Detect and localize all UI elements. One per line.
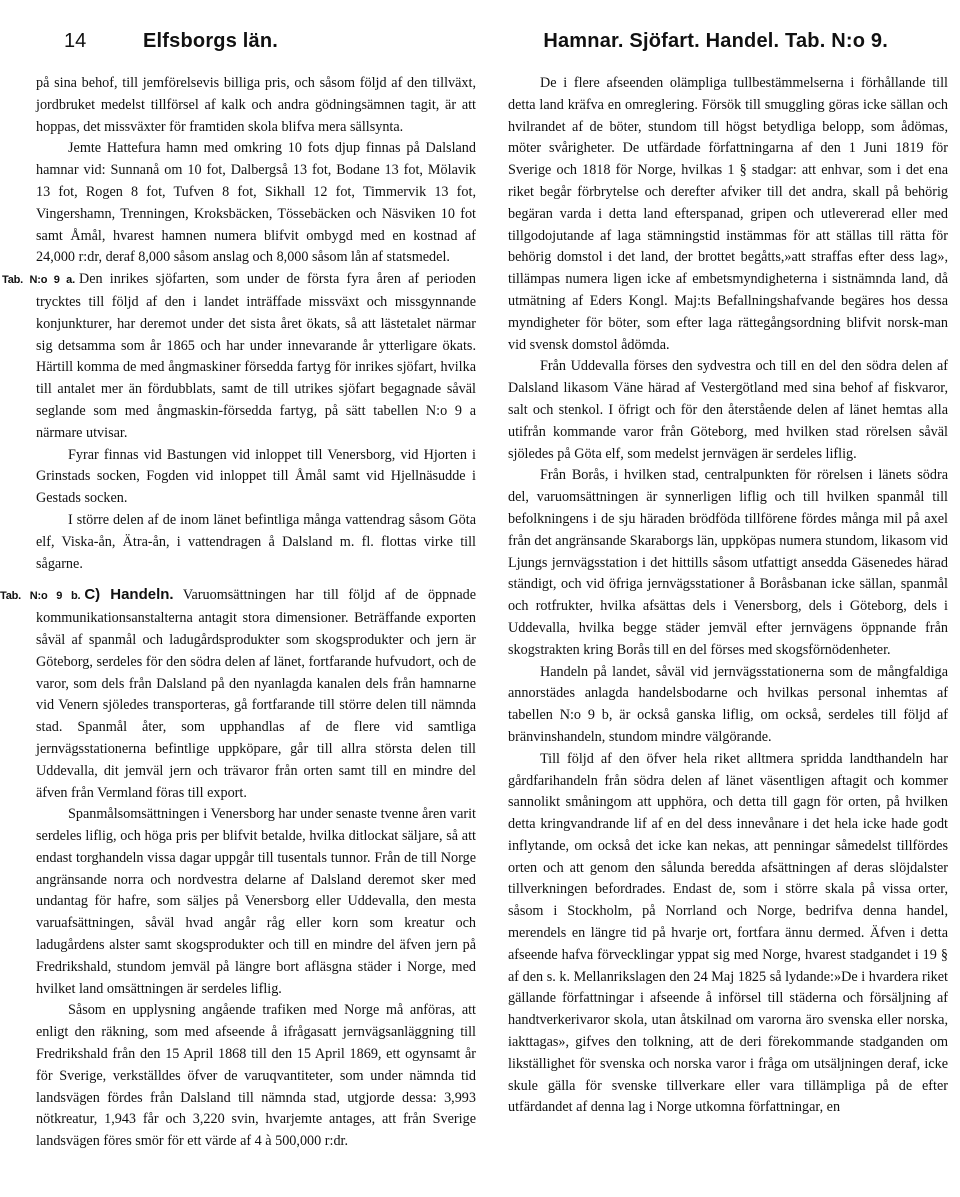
page-number: 14	[64, 30, 87, 52]
paragraph: Jemte Hattefura hamn med omkring 10 fots djup finnas på Dalsland hamnar vid: Sunnanå om 10 fot, Dalbergså 13 fot, Bodane 13 fot, Mölavik 13 fot, Rogen 8 fot, Tufven 8 fot, Sikhall 12 fot, Timmervik 13 fot, Vingershamn, Trenningen, Kroksbäcken, Tössebäcken och Näsviken 10 fot samt Åmål, hvarest hamnen numera blifvit ombygd med en kostnad af 24,000 r:dr, deraf 8,000 såsom anslag och 8,000 såsom lån af statsmedel.	[36, 140, 476, 266]
paragraph-text: Varuomsättningen har till följd af de öppnade kommunikationsanstalterna antagit stora dimensioner. Beträffande exporten såväl af spanmål och ladugårdsprodukter som skogsprodukter och jern är Göteborg, serdeles för den södra delen af länet, fortfarande hufvudort, och de varor, som dels från Dalsland på den nyanlagda kanalen dels från hamnarne vid Venern sjöledes transporteras, gå fortfarande till större delen till nämnda stad. Spanmål åter, som upphandlas af de flere vid samtliga jernvägsstationerna befintlige uppköpare, går till allra största delen till Uddevalla, dit jemväl jern och trävaror från orten samt till en mindre del äfven från Vermland föras till export.	[36, 587, 477, 801]
paragraph: Spanmålsomsättningen i Venersborg har under senaste tvenne åren varit serdeles liflig, och höga pris per blifvit betalde, hvilka ditlockat säljare, så att endast torghandeln vissa dagar uppgår till tusentals tunnor. Från de till Norge angränsande norra och nordvestra delarne af Dalsland deremot sker med undantag för hafre, som säljes på Venersborg eller Uddevalla, den mesta varuafsättningen, såväl hvad angår råg eller korn som kreatur och ladugårdens alster samt skogsprodukter och till en mindre del äfven jern på Fredrikshald, stundom jemväl på längre bort afläsgna städer i Norge, med hvilket land omsättningen är serdeles liflig.	[36, 806, 476, 997]
paragraph	[2, 269, 477, 444]
paragraph: på sina behof, till jemförelsevis billiga pris, och såsom följd af den tillväxt, jordbruket medelst tillförsel af kalk och andra gödningsämnen tagit, är att hoppas, det missväxter för framtiden skola blifva mera sällsynta.	[36, 75, 476, 135]
paragraph: Från Borås, i hvilken stad, centralpunkten för rörelsen i länets södra del, varuomsättningen är synnerligen liflig och till hvilken spanmål till befolkningens i de sju häraden brödföda tillförene fördes många mil på axel från det angränsande Skaraborgs län, uppköpas numera stundom, likasom vid Ljungs jernvägsstation i det hittills såsom utfattigt ansedda Gäsenedes härad ständigt, och vid öfriga jernvägsstationer å Boråsbanan icke sällan, spanmål och rotfrukter, hvilka afsättas dels i Venersborg, dels i Göteborg, dels i Uddevalla, hvilka begge städer jemväl efter jernvägens öppnande från skogstrakten kring Borås till en del förses med skogsförnödenheter.	[508, 467, 948, 658]
table-reference: Tab. N:o 9 a.	[2, 274, 75, 287]
paragraph: De i flere afseenden olämpliga tullbestämmelserna i förhållande till detta land kräfva en omreglering. Försök till smuggling göras icke sällan och hvilrandet af de böter, stundom till högst betydliga belopp, som ådömas, möter svårigheter. De utfärdade författningarna af den 1 Juni 1819 för Sverige och 1818 för Norge, hvilkas 1 § stadgar: att enhvar, som i det ena riket begår förbrytelse och derefter afviker till det andra, skall på behörig begäran varda i detta land efterspanad, gripen och utlevererad eller med tillgodojutande af laga stämningstid instämmas för att ställas till rätta för behörig domstol i det land, der brottet begåtts,»att straffas efter dess lag», tillämpas numera ligen icke af embetsmyndigheterna i sistnämnda land, då utmätning af Eders Kongl. Maj:ts Befallningshafvande begäres hos dessa myndigheter för böter, som efter laga rättegångsordning blifvit norsk-man vid svensk domstol ådömda.	[508, 75, 948, 353]
paragraph: Handeln på landet, såväl vid jernvägsstationerna som de mångfaldiga annorstädes anlagda handelsbodarne och hvilkas personal inhemtas af tabellen N:o 9 b, är också ganska liflig, om också, serdeles till följd af bränvinshandeln, stundom mindre välgörande.	[508, 663, 948, 745]
section-title: C) Handeln.	[84, 586, 174, 604]
paragraph: Fyrar finnas vid Bastungen vid inloppet till Venersborg, vid Hjorten i Grinstads socken, Fogden vid inloppet till Åmål samt vid Hjellnäsudde i Gestads socken.	[36, 446, 476, 507]
paragraph: I större delen af de inom länet befintliga många vattendrag såsom Göta elf, Viska-ån, Ätra-ån, i vattendragen å Dalsland m. fl. flottas virke till sågarne.	[36, 511, 476, 572]
table-reference: Tab. N:o 9 b.	[0, 590, 81, 603]
paragraph-text: Den inrikes sjöfarten, som under de första fyra åren af perioden trycktes till följd af den i landet inträffade missväxt och missgynnande konjunkturer, har deremot under det sista året ökats, så att lästetalet närmar sig detsamma som år 1865 och har under innevarande år ytterligare ökats. Härtill komma de med ångmaskiner försedda fartyg för inrikes sjöfart, hvilka till antalet mer än fördubblats, samt de till utrikes sjöfart begagnade såväl seglande som med ångmaskin-försedda fartyg, på sätt tabellen N:o 9 a närmare utvisar.	[36, 271, 477, 441]
paragraph: Såsom en upplysning angående trafiken med Norge må anföras, att enligt den räkning, som med afseende å ifrågasatt jernvägsanläggning till Fredrikshald från den 15 April 1868 till den 15 April 1869, ett ogynsamt år för Sverige, verkställdes öfver de varuqvantiteter, som under nämnda tid landsvägen fördes från Dalsland till nämnda stad, utgjorde dessa: 3,993 nötkreatur, 1,943 får och 3,220 svin, hvarjemte antages, att från Sverige landsvägen föres smör för ett värde af 4 à 500,000 r:dr.	[36, 1002, 476, 1150]
running-head-right: Hamnar. Sjöfart. Handel. Tab. N:o 9.	[543, 30, 888, 52]
paragraph: Till följd af den öfver hela riket alltmera spridda landthandeln har gårdfarihandeln från södra delen af länet väsentligen aftagit och kommer sannolikt småningom att upphöra, och detta till gagn för orten, på hvilken detta kringvandrande lif af en del dess innevånare i det hela icke hade godt inflytande, om också det icke kan nekas, att penningar såmedelst tillfördes orten och att genom den sålunda beredda afsättningen af deras slöjdalster tillverkningen befordrades. Endast de, som i större skala på vissa orter, såsom i Stockholm, på Norrland och Norge, bedrifva denna handel, merendels en längre tid på hvarje ort, fortfara ännu dermed. Äfven i detta afseende hafva förvecklingar yppat sig med Norge, hvarest stadgandet i 19 § af den s. k. Mellanrikslagen den 24 Maj 1825 så lydande:»De i hvardera riket gällande författningar i afseende å införsel till städerna och försäljning af handtverkerivaror skola, utan åtskilnad om varorna äro svenska eller norska, iakttagas», gifves den tolkning, att de deri förekommande stadganden om likställighet för svenska och norska varor i fråga om utsäljningen deraf, icke skule gälla för svenske tillverkare eller vara tillämpliga på de efter utfärdandet af denna lag i Norge utkomna författningar, en	[508, 750, 948, 1116]
right-column	[508, 73, 948, 1119]
left-column	[0, 73, 477, 1153]
running-head-left: Elfsborgs län.	[143, 30, 279, 52]
paragraph	[0, 584, 477, 804]
paragraph: Från Uddevalla förses den sydvestra och till en del den södra delen af Dalsland likasom Väne härad af Vestergötland med sina behof af fiskvaror, salt och stenkol. I öfrigt och för den återstående delen af länet hemtas alla utifrån kommande varor från Göteborg, med hvilken stad rörelsen såväl sjöledes på Göta elf, som medelst jernvägen är serdeles liflig.	[508, 358, 948, 462]
